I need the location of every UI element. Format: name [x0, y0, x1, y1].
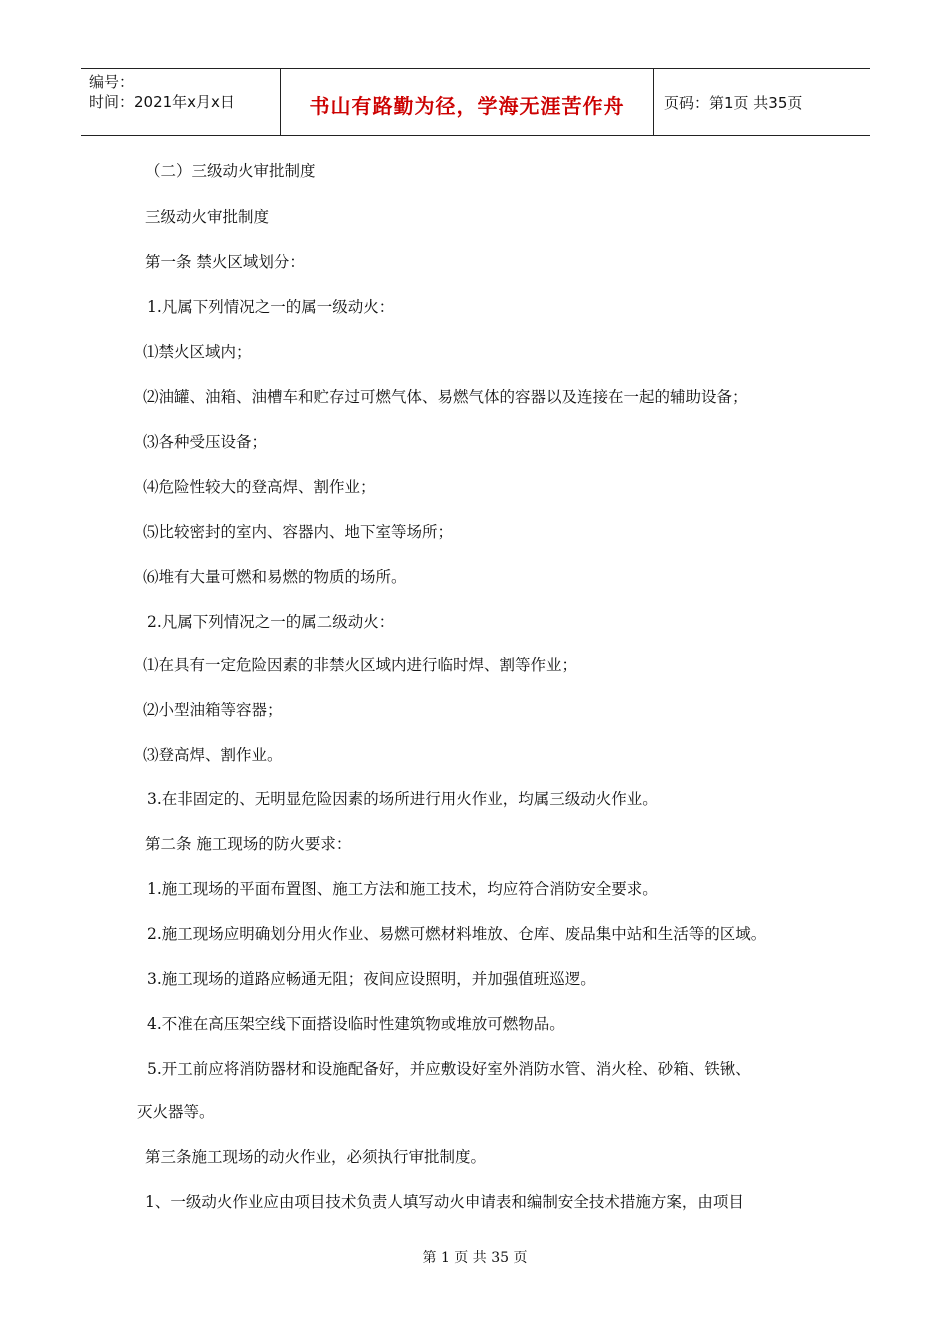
paragraph-continuation: 灭火器等。: [137, 1103, 215, 1121]
list-item: ⑵小型油箱等容器；: [143, 701, 283, 719]
article-heading: 第一条 禁火区域划分：: [145, 253, 305, 271]
list-item: ⑸比较密封的室内、容器内、地下室等场所；: [143, 523, 454, 541]
list-item: ⑴禁火区域内；: [143, 343, 252, 361]
paragraph: 3.在非固定的、无明显危险因素的场所进行用火作业，均属三级动火作业。: [147, 790, 658, 808]
paragraph: 2.施工现场应明确划分用火作业、易燃可燃材料堆放、仓库、废品集中站和生活等的区域。: [147, 925, 767, 943]
header-page-cell: [654, 69, 870, 135]
page-header: [81, 68, 870, 136]
list-item: ⑹堆有大量可燃和易燃的物质的场所。: [143, 568, 407, 586]
list-item: ⑶登高焊、割作业。: [143, 746, 283, 764]
article-heading: 第三条施工现场的动火作业，必须执行审批制度。: [145, 1148, 487, 1166]
document-title: 三级动火审批制度: [145, 208, 270, 226]
list-item: ⑴在具有一定危险因素的非禁火区域内进行临时焊、割等作业；: [143, 656, 578, 674]
header-motto: 书山有路勤为径，学海无涯苦作舟: [309, 93, 625, 118]
list-item: ⑷危险性较大的登高焊、割作业；: [143, 478, 376, 496]
paragraph: 5.开工前应将消防器材和设施配备好，并应敷设好室外消防水管、消火栓、砂箱、铁锹、: [147, 1060, 751, 1078]
header-info-cell: [81, 69, 281, 135]
article-heading: 第二条 施工现场的防火要求：: [145, 835, 352, 853]
paragraph: 4.不准在高压架空线下面搭设临时性建筑物或堆放可燃物品。: [147, 1015, 565, 1033]
list-item: ⑶各种受压设备；: [143, 433, 268, 451]
section-heading: （二）三级动火审批制度: [145, 162, 316, 180]
page-footer: 第 1 页 共 35 页: [422, 1250, 528, 1266]
list-item: ⑵油罐、油箱、油槽车和贮存过可燃气体、易燃气体的容器以及连接在一起的辅助设备；: [143, 388, 748, 406]
header-motto-cell: [281, 69, 654, 135]
paragraph: 2.凡属下列情况之一的属二级动火：: [147, 613, 395, 631]
document-date-label: 时间：2021年x月x日: [89, 93, 235, 111]
document-number-label: 编号：: [89, 73, 135, 91]
paragraph: 1.施工现场的平面布置图、施工方法和施工技术，均应符合消防安全要求。: [147, 880, 658, 898]
paragraph: 3.施工现场的道路应畅通无阻；夜间应设照明，并加强值班巡逻。: [147, 970, 596, 988]
paragraph: 1.凡属下列情况之一的属一级动火：: [147, 298, 395, 316]
paragraph: 1、一级动火作业应由项目技术负责人填写动火申请表和编制安全技术措施方案，由项目: [145, 1193, 744, 1211]
header-page-info: 页码：第1页 共35页: [664, 93, 803, 112]
